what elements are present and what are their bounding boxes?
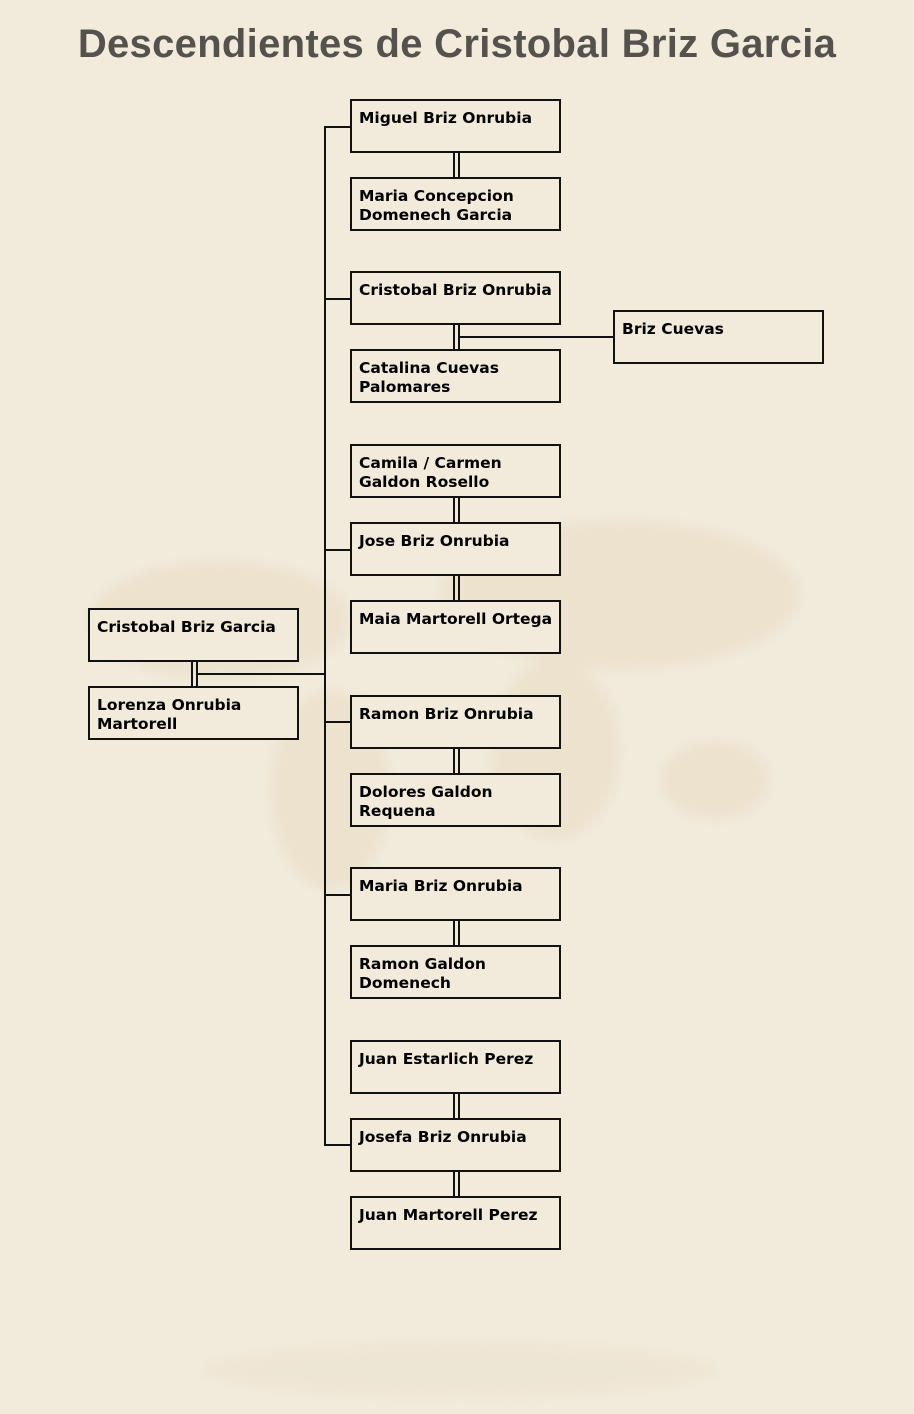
person-name: Maia Martorell Ortega [359, 610, 553, 628]
person-name: Miguel Briz Onrubia [359, 109, 533, 127]
branch-connector [324, 126, 350, 128]
child-connector [460, 336, 613, 338]
person-name: Maria Briz Onrubia [359, 877, 523, 895]
person-box[interactable] [350, 177, 561, 231]
person-box[interactable] [350, 271, 561, 325]
person-name: Josefa Briz Onrubia [359, 1128, 527, 1146]
branch-connector [324, 298, 350, 300]
person-name: Briz Cuevas [622, 320, 724, 338]
person-name: Dolores Galdon Requena [359, 783, 493, 820]
person-box[interactable] [350, 867, 561, 921]
person-box[interactable] [350, 349, 561, 403]
marriage-connector [453, 921, 455, 945]
marriage-connector [458, 921, 460, 945]
person-box[interactable] [350, 773, 561, 827]
map-background-shape [660, 740, 770, 820]
marriage-connector [453, 325, 455, 349]
marriage-connector [453, 576, 455, 600]
connector-spine [324, 126, 326, 1146]
person-box[interactable] [350, 600, 561, 654]
marriage-connector [453, 1172, 455, 1196]
person-name: Catalina Cuevas Palomares [359, 359, 499, 396]
person-box[interactable] [350, 99, 561, 153]
person-name: Cristobal Briz Garcia [97, 618, 276, 636]
person-box-root-spouse[interactable] [88, 686, 299, 740]
person-name: Ramon Galdon Domenech [359, 955, 486, 992]
marriage-connector [458, 498, 460, 522]
person-name: Cristobal Briz Onrubia [359, 281, 552, 299]
person-box[interactable] [350, 945, 561, 999]
marriage-connector [453, 153, 455, 177]
branch-connector [324, 549, 350, 551]
person-name: Ramon Briz Onrubia [359, 705, 534, 723]
marriage-connector [453, 749, 455, 773]
marriage-connector [453, 1094, 455, 1118]
marriage-connector [458, 153, 460, 177]
page-title: Descendientes de Cristobal Briz Garcia [77, 22, 837, 66]
person-box[interactable] [350, 522, 561, 576]
marriage-connector [453, 498, 455, 522]
map-background-shape [200, 1340, 720, 1400]
person-name: Jose Briz Onrubia [359, 532, 510, 550]
branch-connector [324, 721, 350, 723]
branch-connector [324, 1144, 350, 1146]
person-box-root[interactable] [88, 608, 299, 662]
root-branch-connector [198, 673, 326, 675]
person-box[interactable] [350, 1040, 561, 1094]
marriage-connector [458, 749, 460, 773]
marriage-connector [458, 576, 460, 600]
person-name: Camila / Carmen Galdon Rosello [359, 454, 502, 491]
person-name: Maria Concepcion Domenech Garcia [359, 187, 514, 224]
marriage-connector [191, 662, 193, 686]
person-name: Juan Martorell Perez [359, 1206, 538, 1224]
marriage-connector [458, 1094, 460, 1118]
marriage-connector [458, 1172, 460, 1196]
person-box[interactable] [350, 1118, 561, 1172]
person-name: Lorenza Onrubia Martorell [97, 696, 242, 733]
branch-connector [324, 894, 350, 896]
person-box[interactable] [350, 695, 561, 749]
person-box-child[interactable] [613, 310, 824, 364]
person-box[interactable] [350, 1196, 561, 1250]
person-name: Juan Estarlich Perez [359, 1050, 534, 1068]
person-box[interactable] [350, 444, 561, 498]
